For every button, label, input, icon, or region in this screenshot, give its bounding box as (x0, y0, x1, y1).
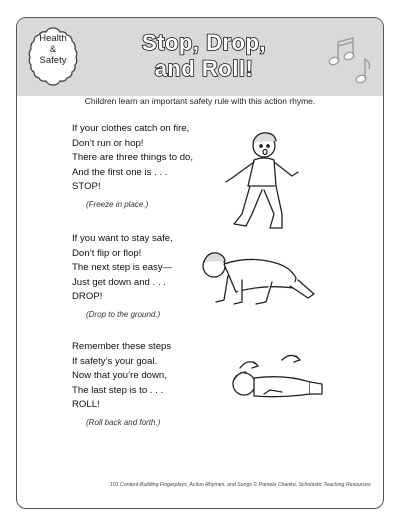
badge-line: Health (39, 33, 67, 44)
child-drop-illustration (198, 246, 320, 308)
copyright-footer: 101 Content-Building Fingerplays, Action Rhymes, and Songs © Pamela Chanko, Scholastic Teaching Resources (110, 482, 371, 488)
action-note: (Drop to the ground.) (86, 309, 161, 319)
verse-line: There are three things to do, (72, 152, 194, 163)
stanza-3 (72, 340, 171, 430)
verse-line: ROLL! (72, 399, 100, 410)
badge-line: & (49, 44, 57, 55)
verse-line: Just get down and . . . (72, 276, 166, 288)
title-line-1: Stop, Drop, (141, 30, 267, 55)
badge-label (27, 33, 79, 66)
verse-line: Now that you’re down, (72, 370, 167, 381)
page-title (104, 30, 304, 82)
verse-line: If your clothes catch on fire, (72, 123, 190, 134)
verse-line: If safety’s your goal. (72, 355, 158, 367)
badge-line: Safety (39, 55, 67, 66)
verse-line: The next step is easy— (72, 262, 173, 273)
verse-line: If you want to stay safe, (72, 233, 173, 244)
verse-line: Don’t flip or flop! (72, 247, 142, 259)
child-stop-illustration (218, 128, 308, 240)
verse-line: Remember these steps (72, 341, 172, 352)
verse-line: Don’t run or hop! (72, 137, 144, 149)
stanza-1 (72, 122, 193, 212)
verse-line: The last step is to . . . (72, 384, 164, 396)
verse-line: And the first one is . . . (72, 166, 168, 178)
child-roll-illustration (226, 350, 326, 402)
music-notes-icon (325, 34, 375, 86)
title-line-2: and Roll! (154, 56, 254, 81)
action-note: (Freeze in place.) (86, 199, 149, 209)
verse-line: DROP! (72, 291, 103, 302)
action-note: (Roll back and forth.) (86, 417, 161, 427)
stanza-2 (72, 232, 173, 322)
intro-text: Children learn an important safety rule with this action rhyme. (84, 96, 316, 106)
verse-line: STOP! (72, 181, 101, 192)
